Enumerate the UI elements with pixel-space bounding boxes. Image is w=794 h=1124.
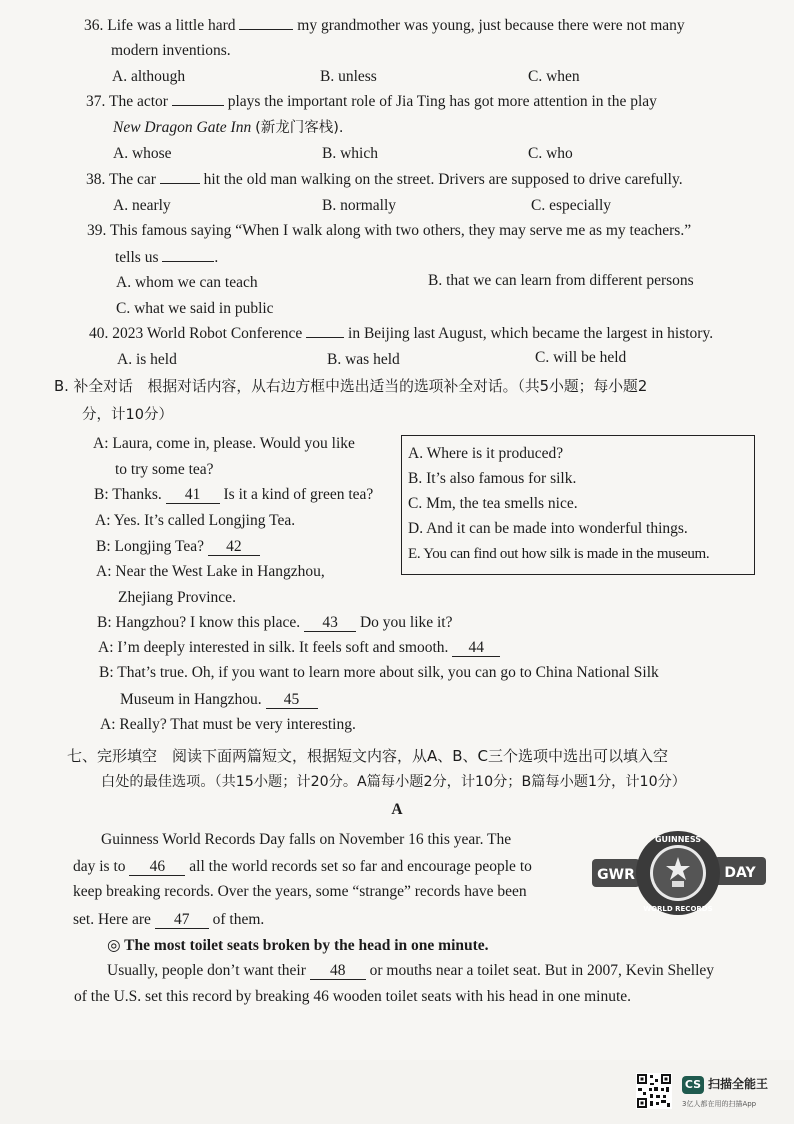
scanner-watermark	[636, 1073, 786, 1113]
section-b-instruction-cont: 分，计10分）	[82, 407, 173, 423]
answer-blank-45[interactable]: 45	[266, 692, 318, 709]
dialogue-line: to try some tea?	[115, 461, 214, 478]
passage-text: keep breaking records. Over the years, some “strange” records have been	[73, 883, 527, 900]
answer-blank-42[interactable]: 42	[208, 539, 260, 556]
option-c: C. especially	[531, 197, 612, 214]
option-a: A. whose	[113, 145, 172, 162]
choice-d: D. And it can be made into wonderful things.	[408, 520, 688, 537]
option-b: B. that we can learn from different persons	[428, 272, 694, 289]
section-7-instruction-cont: 白处的最佳选项。（共15小题；计20分。A篇每小题2分，计10分；B篇每小题1分，计10分）	[101, 774, 686, 790]
option-b: B. was held	[327, 351, 400, 368]
question-text: tells us .	[115, 249, 219, 266]
answer-blank[interactable]	[239, 29, 293, 30]
passage-text: day is to 46 all the world records set so far and encourage people to	[73, 858, 532, 875]
dialogue-line: B: That’s true. Oh, if you want to learn more about silk, you can go to China National Silk	[99, 664, 659, 681]
question-40: 40. 2023 World Robot Conference in Beijing last August, which became the largest in history.	[89, 325, 714, 342]
answer-blank[interactable]	[162, 261, 214, 262]
app-tagline: 3亿人都在用的扫描App	[682, 1100, 757, 1108]
answer-blank-41[interactable]: 41	[166, 487, 220, 504]
passage-subheading: ◎ The most toilet seats broken by the head in one minute.	[107, 937, 489, 954]
dialogue-line: Zhejiang Province.	[118, 589, 236, 606]
dialogue-line: B: Thanks. 41 Is it a kind of green tea?	[94, 486, 374, 503]
question-38: 38. The car hit the old man walking on the street. Drivers are supposed to drive carefully.	[86, 171, 683, 188]
gwr-day-logo	[590, 823, 780, 923]
question-39: 39. This famous saying “When I walk along with two others, they may serve me as my teachers.”	[87, 222, 692, 239]
dialogue-line: B: Longjing Tea? 42	[96, 537, 260, 557]
passage-heading: A	[391, 801, 403, 818]
dialogue-line: A: Yes. It’s called Longjing Tea.	[95, 512, 296, 529]
qr-code-icon	[636, 1073, 672, 1109]
option-b: B. unless	[320, 68, 377, 85]
option-a: A. whom we can teach	[116, 274, 258, 291]
choice-a: A. Where is it produced?	[408, 445, 564, 462]
answer-blank[interactable]	[306, 337, 344, 338]
passage-text: set. Here are 47 of them.	[73, 911, 265, 928]
answer-blank-44[interactable]: 44	[452, 640, 500, 657]
camscanner-icon: CS	[682, 1076, 704, 1094]
option-c: C. when	[528, 68, 580, 85]
choice-b: B. It’s also famous for silk.	[408, 470, 577, 487]
logo-right-text: DAY	[724, 865, 756, 881]
passage-text: Guinness World Records Day falls on November 16 this year. The	[101, 831, 512, 848]
option-b: B. which	[322, 145, 378, 162]
answer-blank-48[interactable]: 48	[310, 963, 366, 980]
dialogue-line: A: Near the West Lake in Hangzhou,	[96, 563, 325, 580]
option-a: A. nearly	[113, 197, 171, 214]
section-b-instruction: B. 补全对话 根据对话内容，从右边方框中选出适当的选项补全对话。（共5小题；每小题2	[54, 378, 648, 395]
section-7-instruction: 七、完形填空 阅读下面两篇短文，根据短文内容，从A、B、C三个选项中选出可以填入空	[67, 747, 669, 765]
option-a: A. although	[112, 68, 186, 85]
logo-left-text: GWR	[597, 867, 635, 883]
app-name: 扫描全能王	[708, 1077, 769, 1091]
answer-blank[interactable]	[160, 183, 200, 184]
passage-text: Usually, people don’t want their 48 or mouths near a toilet seat. But in 2007, Kevin Shelley	[107, 962, 715, 979]
option-c: C. will be held	[535, 349, 627, 366]
passage-text: of the U.S. set this record by breaking 46 wooden toilet seats with his head in one minute.	[74, 988, 632, 1005]
answer-blank[interactable]	[172, 105, 224, 106]
question-text: modern inventions.	[111, 42, 231, 59]
choice-e: E. You can find out how silk is made in the museum.	[408, 546, 710, 562]
question-text: New Dragon Gate Inn (新龙门客栈).	[113, 119, 344, 136]
logo-ring-top: GUINNESS	[654, 835, 702, 844]
dialogue-line: A: I’m deeply interested in silk. It feels soft and smooth. 44	[98, 638, 500, 658]
answer-blank-43[interactable]: 43	[304, 615, 356, 632]
option-c: C. what we said in public	[116, 300, 274, 317]
option-c: C. who	[528, 145, 573, 162]
dialogue-line: Museum in Hangzhou. 45	[120, 690, 318, 710]
dialogue-line: B: Hangzhou? I know this place. 43 Do you like it?	[97, 614, 453, 631]
question-37: 37. The actor plays the important role of Jia Ting has got more attention in the play	[86, 93, 657, 110]
option-a: A. is held	[117, 351, 177, 368]
question-36: 36. Life was a little hard my grandmother was young, just because there were not many	[84, 17, 685, 34]
logo-ring-bottom: WORLD RECORDS	[643, 905, 713, 913]
dialogue-line: A: Really? That must be very interesting.	[100, 716, 356, 733]
option-b: B. normally	[322, 197, 397, 214]
dialogue-line: A: Laura, come in, please. Would you like	[93, 435, 355, 452]
answer-blank-47[interactable]: 47	[155, 912, 209, 929]
choice-c: C. Mm, the tea smells nice.	[408, 495, 578, 512]
answer-blank-46[interactable]: 46	[129, 859, 185, 876]
